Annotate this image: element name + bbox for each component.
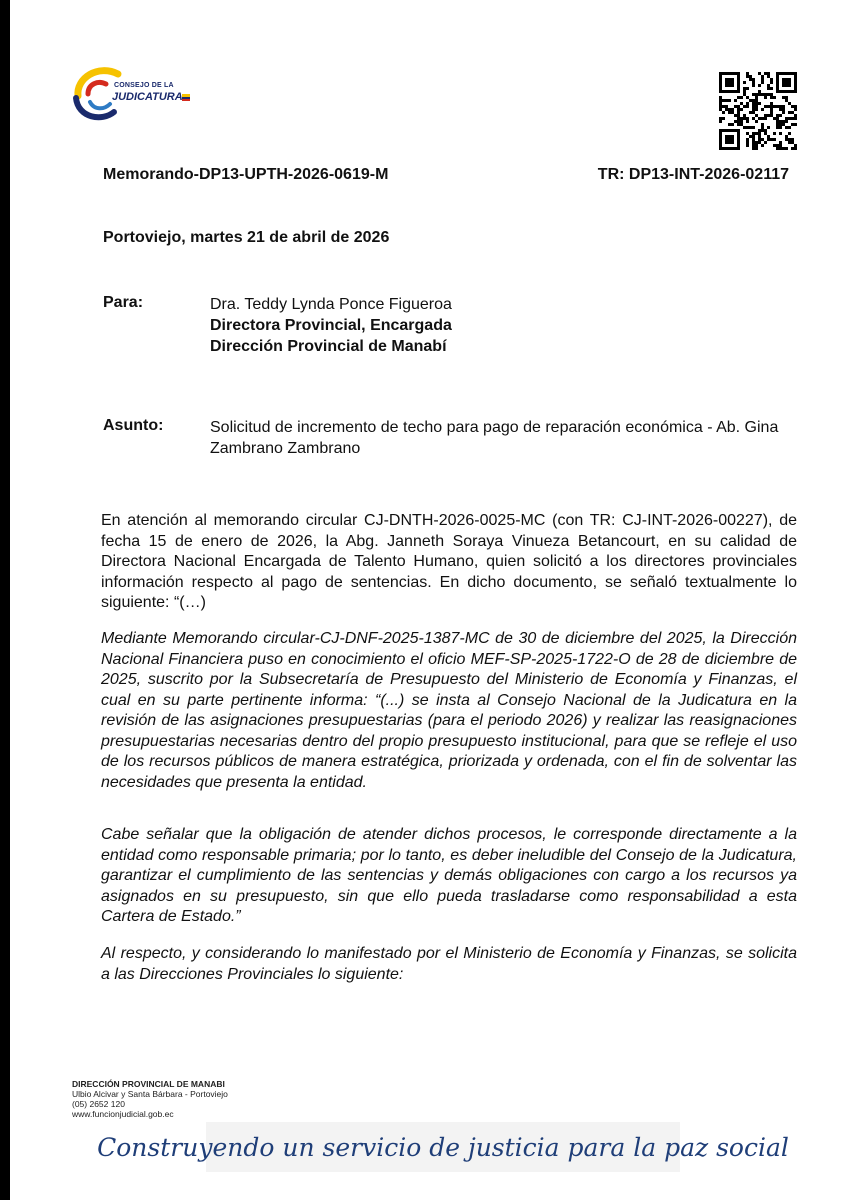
- footer-phone: (05) 2652 120: [72, 1099, 125, 1109]
- logo-text-top: CONSEJO DE LA: [114, 82, 174, 89]
- subject-text: Solicitud de incremento de techo para pago de reparación económica - Ab. Gina Zambrano Zambrano: [210, 419, 779, 457]
- body-quote-paragraph-2: Cabe señalar que la obligación de atender dichos procesos, le corresponde directamente a la entidad como responsable primaria; por lo tanto, es deber ineludible del Consejo de la Judicatura, garantizar el cumplimiento de las sentencias y demás obligaciones con cargo a los recursos ya asignados en su presupuesto, sin que ello pueda trasladarse como responsabilidad a esta Cartera de Estado.”: [101, 826, 797, 925]
- subject-label: Asunto:: [103, 417, 164, 434]
- recipient-block: [210, 294, 452, 357]
- to-label: Para:: [103, 294, 144, 311]
- footer-slogan: Construyendo un servicio de justicia para la paz social: [206, 1122, 680, 1172]
- body-paragraph-1: En atención al memorando circular CJ-DNTH-2026-0025-MC (con TR: CJ-INT-2026-00227), de fecha 15 de enero de 2026, la Abg. Janneth Soraya Vinueza Betancourt, en su calidad de Directora Nacional Encargada de Talento Humano, quien solicitó a los directores provinciales información respecto al pago de sentencias. En dicho documento, se señaló textualmente lo siguiente: “(…): [101, 512, 797, 611]
- recipient-name: Dra. Teddy Lynda Ponce Figueroa: [210, 296, 452, 313]
- qr-code: [719, 72, 797, 150]
- recipient-unit: Dirección Provincial de Manabí: [210, 338, 447, 355]
- footer-title: DIRECCIÓN PROVINCIAL DE MANABI: [72, 1079, 225, 1089]
- body-paragraph-2: Al respecto, y considerando lo manifestado por el Ministerio de Economía y Finanzas, se solicita a las Direcciones Provinciales lo siguiente:: [101, 945, 797, 983]
- footer-contact: [72, 1079, 228, 1119]
- footer-website[interactable]: www.funcionjudicial.gob.ec: [72, 1109, 174, 1119]
- memo-number: Memorando-DP13-UPTH-2026-0619-M: [103, 166, 389, 183]
- footer-address: Ulbio Alcivar y Santa Bárbara - Portoviejo: [72, 1089, 228, 1099]
- body-quote-paragraph-1: Mediante Memorando circular-CJ-DNF-2025-1387-MC de 30 de diciembre del 2025, la Dirección Nacional Financiera puso en conocimiento el oficio MEF-SP-2025-1722-O de 28 de diciembre de 2025, suscrito por la Subsecretaría de Presupuesto del Ministerio de Economía y Finanzas, el cual en su parte pertinente informa: “(...) se insta al Consejo Nacional de la Judicatura en la revisión de las asignaciones presupuestarias (para el periodo 2026) y realizar las reasignaciones presupuestarias necesarias dentro del propio presupuesto institucional, para que se refleje el uso de los recursos públicos de manera estratégica, priorizada y ordenada, con el fin de solventar las necesidades que presenta la entidad.: [101, 630, 797, 791]
- judicatura-logo: [68, 58, 198, 128]
- recipient-role: Directora Provincial, Encargada: [210, 317, 452, 334]
- qr-code-icon: [719, 72, 797, 150]
- city-date: Portoviejo, martes 21 de abril de 2026: [103, 229, 390, 246]
- logo-text-main: JUDICATURA: [112, 91, 183, 103]
- tr-number: TR: DP13-INT-2026-02117: [597, 166, 789, 183]
